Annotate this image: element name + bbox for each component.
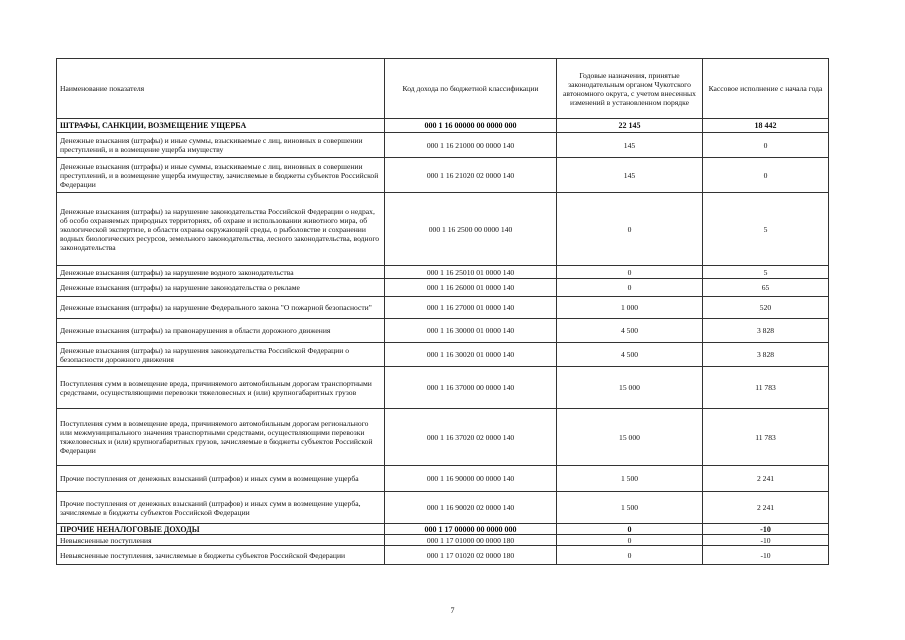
row-exec: 0	[703, 133, 829, 158]
row-code: 000 1 16 26000 01 0000 140	[385, 279, 557, 297]
row-plan: 0	[557, 546, 703, 565]
row-exec: 11 783	[703, 367, 829, 409]
row-code: 000 1 16 21020 02 0000 140	[385, 158, 557, 193]
row-code: 000 1 16 90020 02 0000 140	[385, 492, 557, 524]
revenue-table	[56, 58, 829, 565]
row-name: Денежные взыскания (штрафы) и иные суммы, взыскиваемые с лиц, виновных в совершении преступлений, и в возмещение ущерба имуществу	[57, 133, 385, 158]
row-code: 000 1 16 37020 02 0000 140	[385, 409, 557, 466]
row-exec: -10	[703, 535, 829, 546]
row-exec: 11 783	[703, 409, 829, 466]
row-plan: 145	[557, 133, 703, 158]
row-name: Денежные взыскания (штрафы) за нарушение законодательства Российской Федерации о недрах, об особо охраняемых природных территориях, об охране и использовании животного мира, об экологической экспертизе, в области охраны окружающей среды, о рыболовстве и сохранении водных биологических ресурсов, земельного законодательства, лесного законодательства, водного законодательства	[57, 193, 385, 266]
column-header-plan: Годовые назначения, принятые законодательным органом Чукотского автономного округа, с учетом внесенных изменений в установленном порядке	[557, 59, 703, 119]
table-row	[57, 535, 829, 546]
row-plan: 4 500	[557, 343, 703, 367]
row-plan: 15 000	[557, 409, 703, 466]
row-exec: 5	[703, 266, 829, 279]
row-plan: 1 500	[557, 466, 703, 492]
table-row	[57, 279, 829, 297]
row-code: 000 1 16 21000 00 0000 140	[385, 133, 557, 158]
row-name: ШТРАФЫ, САНКЦИИ, ВОЗМЕЩЕНИЕ УЩЕРБА	[57, 119, 385, 133]
row-code: 000 1 16 25010 01 0000 140	[385, 266, 557, 279]
row-plan: 15 000	[557, 367, 703, 409]
row-plan: 0	[557, 524, 703, 535]
row-exec: -10	[703, 546, 829, 565]
table-row	[57, 158, 829, 193]
row-plan: 0	[557, 535, 703, 546]
row-exec: 2 241	[703, 492, 829, 524]
row-plan: 145	[557, 158, 703, 193]
column-header-code: Код дохода по бюджетной классификации	[385, 59, 557, 119]
row-name: Прочие поступления от денежных взысканий (штрафов) и иных сумм в возмещение ущерба, зачисляемые в бюджеты субъектов Российской Федерации	[57, 492, 385, 524]
table-row	[57, 546, 829, 565]
table-row	[57, 343, 829, 367]
row-name: Денежные взыскания (штрафы) за нарушение законодательства о рекламе	[57, 279, 385, 297]
row-code: 000 1 16 2500 00 0000 140	[385, 193, 557, 266]
table-row	[57, 133, 829, 158]
row-exec: 65	[703, 279, 829, 297]
row-exec: -10	[703, 524, 829, 535]
row-name: ПРОЧИЕ НЕНАЛОГОВЫЕ ДОХОДЫ	[57, 524, 385, 535]
row-code: 000 1 16 27000 01 0000 140	[385, 297, 557, 319]
table-row	[57, 119, 829, 133]
row-code: 000 1 16 00000 00 0000 000	[385, 119, 557, 133]
row-code: 000 1 16 30020 01 0000 140	[385, 343, 557, 367]
table-row	[57, 367, 829, 409]
column-header-execution: Кассовое исполнение с начала года	[703, 59, 829, 119]
row-plan: 0	[557, 279, 703, 297]
table-row	[57, 466, 829, 492]
row-exec: 5	[703, 193, 829, 266]
table-row	[57, 409, 829, 466]
row-plan: 0	[557, 266, 703, 279]
row-name: Прочие поступления от денежных взысканий (штрафов) и иных сумм в возмещение ущерба	[57, 466, 385, 492]
row-exec: 18 442	[703, 119, 829, 133]
table-row	[57, 492, 829, 524]
row-plan: 0	[557, 193, 703, 266]
page-number: 7	[450, 606, 455, 615]
row-name: Невыясненные поступления, зачисляемые в бюджеты субъектов Российской Федерации	[57, 546, 385, 565]
row-code: 000 1 16 37000 00 0000 140	[385, 367, 557, 409]
row-code: 000 1 17 00000 00 0000 000	[385, 524, 557, 535]
row-name: Денежные взыскания (штрафы) за нарушения законодательства Российской Федерации о безопасности дорожного движения	[57, 343, 385, 367]
row-name: Денежные взыскания (штрафы) за правонарушения в области дорожного движения	[57, 319, 385, 343]
table-header-row	[57, 59, 829, 119]
row-exec: 2 241	[703, 466, 829, 492]
row-exec: 3 828	[703, 319, 829, 343]
row-exec: 0	[703, 158, 829, 193]
row-plan: 1 000	[557, 297, 703, 319]
row-code: 000 1 17 01020 02 0000 180	[385, 546, 557, 565]
row-exec: 3 828	[703, 343, 829, 367]
row-name: Невыясненные поступления	[57, 535, 385, 546]
row-plan: 1 500	[557, 492, 703, 524]
row-exec: 520	[703, 297, 829, 319]
table-row	[57, 266, 829, 279]
table-row	[57, 193, 829, 266]
row-code: 000 1 16 30000 01 0000 140	[385, 319, 557, 343]
table-row	[57, 319, 829, 343]
column-header-name: Наименование показателя	[57, 59, 385, 119]
row-plan: 4 500	[557, 319, 703, 343]
row-name: Поступления сумм в возмещение вреда, причиняемого автомобильным дорогам регионального или межмуниципального значения транспортными средствами, осуществляющими перевозки тяжеловесных и (или) крупногабаритных грузов, зачисляемые в бюджеты субъектов Российской Федерации	[57, 409, 385, 466]
row-plan: 22 145	[557, 119, 703, 133]
table-row	[57, 524, 829, 535]
row-name: Денежные взыскания (штрафы) за нарушение Федерального закона "О пожарной безопасности"	[57, 297, 385, 319]
row-name: Денежные взыскания (штрафы) за нарушение водного законодательства	[57, 266, 385, 279]
row-name: Поступления сумм в возмещение вреда, причиняемого автомобильным дорогам транспортными средствами, осуществляющими перевозки тяжеловесных и (или) крупногабаритных грузов	[57, 367, 385, 409]
row-code: 000 1 16 90000 00 0000 140	[385, 466, 557, 492]
table-row	[57, 297, 829, 319]
row-name: Денежные взыскания (штрафы) и иные суммы, взыскиваемые с лиц, виновных в совершении преступлений, и в возмещение ущерба имуществу, зачисляемые в бюджеты субъектов Российской Федерации	[57, 158, 385, 193]
row-code: 000 1 17 01000 00 0000 180	[385, 535, 557, 546]
